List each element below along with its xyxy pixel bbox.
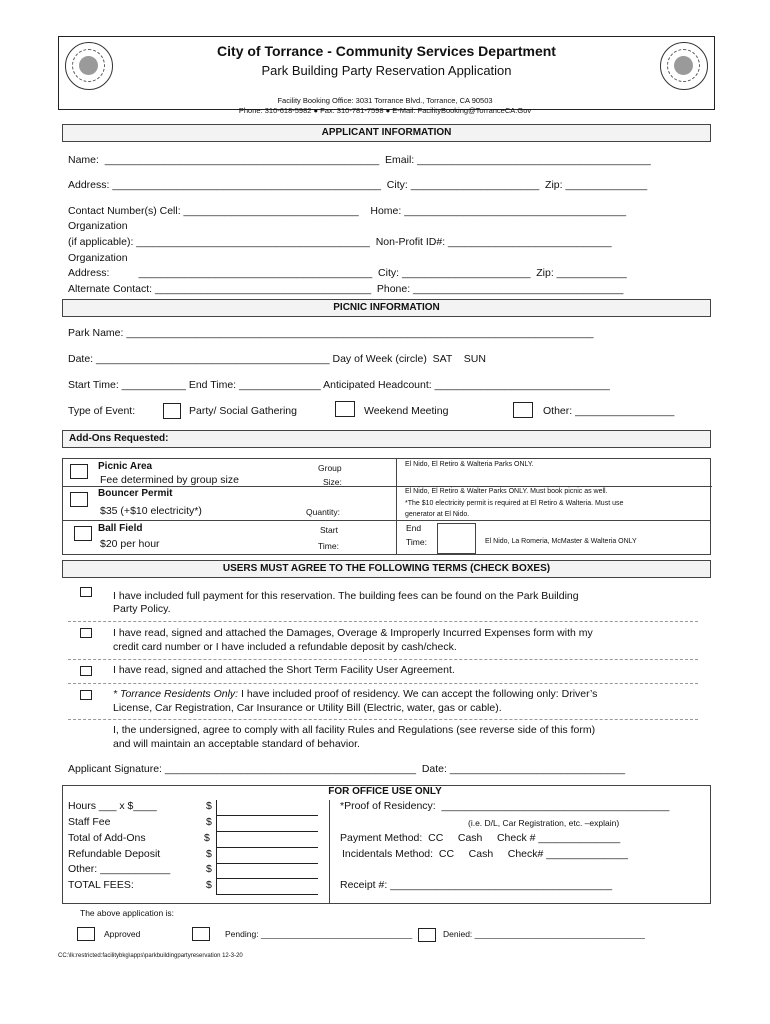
picnic-area-note: El Nido, El Retiro & Walteria Parks ONLY. — [405, 461, 534, 468]
organization-label: Organization — [68, 220, 128, 232]
time-row[interactable]: Start Time: ___________ End Time: ______________ Anticipated Headcount: ______________________________ — [68, 379, 610, 391]
term-2-checkbox[interactable] — [80, 628, 92, 638]
receipt-row[interactable]: Receipt #: ______________________________________ — [340, 879, 613, 891]
applicant-section-header: APPLICANT INFORMATION — [62, 124, 711, 142]
agreement-line-1: I, the undersigned, agree to comply with all facility Rules and Regulations (see reverse side of this form) — [113, 724, 596, 736]
term-3-checkbox[interactable] — [80, 666, 92, 676]
ball-field-note: El Nido, La Romeria, McMaster & Walteria ONLY — [485, 538, 637, 545]
terms-section-header: USERS MUST AGREE TO THE FOLLOWING TERMS (CHECK BOXES) — [62, 560, 711, 578]
ball-field-title: Ball Field — [98, 523, 143, 534]
dollar-4: $ — [206, 848, 212, 860]
incidentals-method-row[interactable]: Incidentals Method: CC Cash Check# ______________ — [342, 848, 629, 860]
end-time-label: Time: — [406, 537, 427, 547]
group-label: Group — [318, 463, 342, 473]
dollar-2: $ — [206, 816, 212, 828]
bouncer-note-3: generator at El Nido. — [405, 511, 470, 518]
end-label: End — [406, 523, 422, 533]
hours-amount-box[interactable] — [216, 800, 318, 816]
addons-section-header: Add-Ons Requested: — [62, 430, 711, 448]
page-title: City of Torrance - Community Services Department — [217, 43, 556, 59]
picnic-area-title: Picnic Area — [98, 461, 153, 472]
total-fees-box[interactable] — [216, 879, 318, 895]
page-subtitle: Park Building Party Reservation Application — [261, 63, 512, 78]
signature-row[interactable]: Applicant Signature: ___________________________________________ Date: ______________________________ — [68, 763, 626, 775]
term-4-line-2: License, Car Registration, Car Insurance or Utility Bill (Electric, water, gas or cable). — [113, 702, 502, 714]
application-status-label: The above application is: — [80, 908, 175, 918]
deposit-box[interactable] — [216, 848, 318, 864]
other-event-checkbox[interactable] — [513, 402, 533, 418]
office-address: Facility Booking Office: 3031 Torrance Blvd., Torrance, CA 90503 — [277, 96, 493, 105]
org-address-label: Organization — [68, 252, 128, 264]
party-label: Party/ Social Gathering — [189, 405, 297, 417]
addons-total-label: Total of Add-Ons — [68, 832, 146, 844]
agreement-line-2: and will maintain an acceptable standard of behavior. — [113, 738, 360, 750]
dollar-1: $ — [206, 800, 212, 812]
party-checkbox[interactable] — [163, 403, 181, 419]
org-address-row[interactable]: Address: ________________________________________ City: ______________________ Zip: ____________ — [68, 267, 627, 279]
name-email-row[interactable]: Name: _______________________________________________ Email: ________________________________________ — [68, 154, 651, 166]
addons-total-box[interactable] — [216, 832, 318, 848]
pending-checkbox[interactable] — [192, 927, 210, 941]
office-use-heading: FOR OFFICE USE ONLY — [328, 786, 442, 797]
term-3-line: I have read, signed and attached the Short Term Facility User Agreement. — [113, 664, 455, 676]
approved-label: Approved — [104, 929, 141, 939]
picnic-area-checkbox[interactable] — [70, 464, 88, 479]
picnic-section-header: PICNIC INFORMATION — [62, 299, 711, 317]
other-fee-box[interactable] — [216, 863, 318, 879]
other-event-field[interactable]: Other: _________________ — [543, 405, 675, 417]
dollar-3: $ — [204, 832, 210, 844]
deposit-label: Refundable Deposit — [68, 848, 161, 860]
term-1-checkbox[interactable] — [80, 587, 92, 597]
start-time-label: Time: — [318, 541, 339, 551]
approved-checkbox[interactable] — [77, 927, 95, 941]
picnic-area-fee: Fee determined by group size — [100, 474, 239, 486]
payment-method-row[interactable]: Payment Method: CC Cash Check # ______________ — [340, 832, 621, 844]
end-time-box[interactable] — [437, 523, 476, 554]
bouncer-permit-checkbox[interactable] — [70, 492, 88, 507]
office-contact: Phone: 310-618-5982 ● Fax: 310-781-7598 ● E-Mail: FacilityBooking@TorranceCA.Gov — [238, 106, 532, 115]
size-label: Size: — [323, 477, 342, 487]
document-path: CC:\lk:restricted:facilitybkg\apps\parkbuildingpartyreservation 12-3-20 — [58, 953, 243, 959]
date-row[interactable]: Date: ________________________________________ Day of Week (circle) SAT SUN — [68, 353, 486, 365]
bouncer-permit-fee: $35 (+$10 electricity*) — [100, 505, 202, 517]
bouncer-permit-title: Bouncer Permit — [98, 488, 173, 499]
bouncer-note-2: *The $10 electricity permit is required at El Retiro & Walteria. Must use — [405, 500, 624, 507]
ball-field-fee: $20 per hour — [100, 538, 160, 550]
term-2-line-2: credit card number or I have included a refundable deposit by cash/check. — [113, 641, 457, 653]
denied-field[interactable]: Denied: ____________________________________ — [443, 929, 645, 939]
start-label: Start — [320, 525, 338, 535]
proof-residency-hint: (i.e. D/L, Car Registration, etc. –explain) — [468, 818, 620, 828]
term-4-line-1: * Torrance Residents Only: I have included proof of residency. We can accept the following only: Driver’s — [113, 688, 598, 700]
dollar-5: $ — [206, 863, 212, 875]
other-fee-field[interactable]: Other: ____________ — [68, 863, 171, 875]
ball-field-checkbox[interactable] — [74, 526, 92, 541]
dollar-6: $ — [206, 879, 212, 891]
denied-checkbox[interactable] — [418, 928, 436, 942]
event-type-label: Type of Event: — [68, 405, 136, 417]
total-fees-label: TOTAL FEES: — [68, 879, 134, 891]
weekend-meeting-checkbox[interactable] — [335, 401, 355, 417]
term-4-checkbox[interactable] — [80, 690, 92, 700]
term-2-line-1: I have read, signed and attached the Damages, Overage & Improperly Incurred Expenses form with my — [113, 627, 593, 639]
term-1-line-2: Party Policy. — [113, 603, 171, 615]
weekend-meeting-label: Weekend Meeting — [364, 405, 449, 417]
alternate-contact-row[interactable]: Alternate Contact: _____________________________________ Phone: ____________________________________ — [68, 283, 624, 295]
staff-fee-box[interactable] — [216, 816, 318, 832]
quantity-label: Quantity: — [306, 507, 341, 517]
bouncer-note-1: El Nido, El Retiro & Walter Parks ONLY. Must book picnic as well. — [405, 488, 608, 495]
address-row[interactable]: Address: ______________________________________________ City: ______________________ Zip: ______________ — [68, 179, 648, 191]
staff-fee-label: Staff Fee — [68, 816, 111, 828]
term-1-line-1: I have included full payment for this reservation. The building fees can be found on the Park Building — [113, 590, 579, 602]
proof-residency-row[interactable]: *Proof of Residency: _______________________________________ — [340, 800, 670, 812]
contact-row[interactable]: Contact Number(s) Cell: ______________________________ Home: ______________________________________ — [68, 205, 627, 217]
park-name-row[interactable]: Park Name: ________________________________________________________________________________ — [68, 327, 594, 339]
pending-field[interactable]: Pending: ________________________________ — [225, 929, 413, 939]
hours-row[interactable]: Hours ___ x $____ — [68, 800, 157, 812]
organization-row[interactable]: (if applicable): ________________________________________ Non-Profit ID#: ____________________________ — [68, 236, 612, 248]
